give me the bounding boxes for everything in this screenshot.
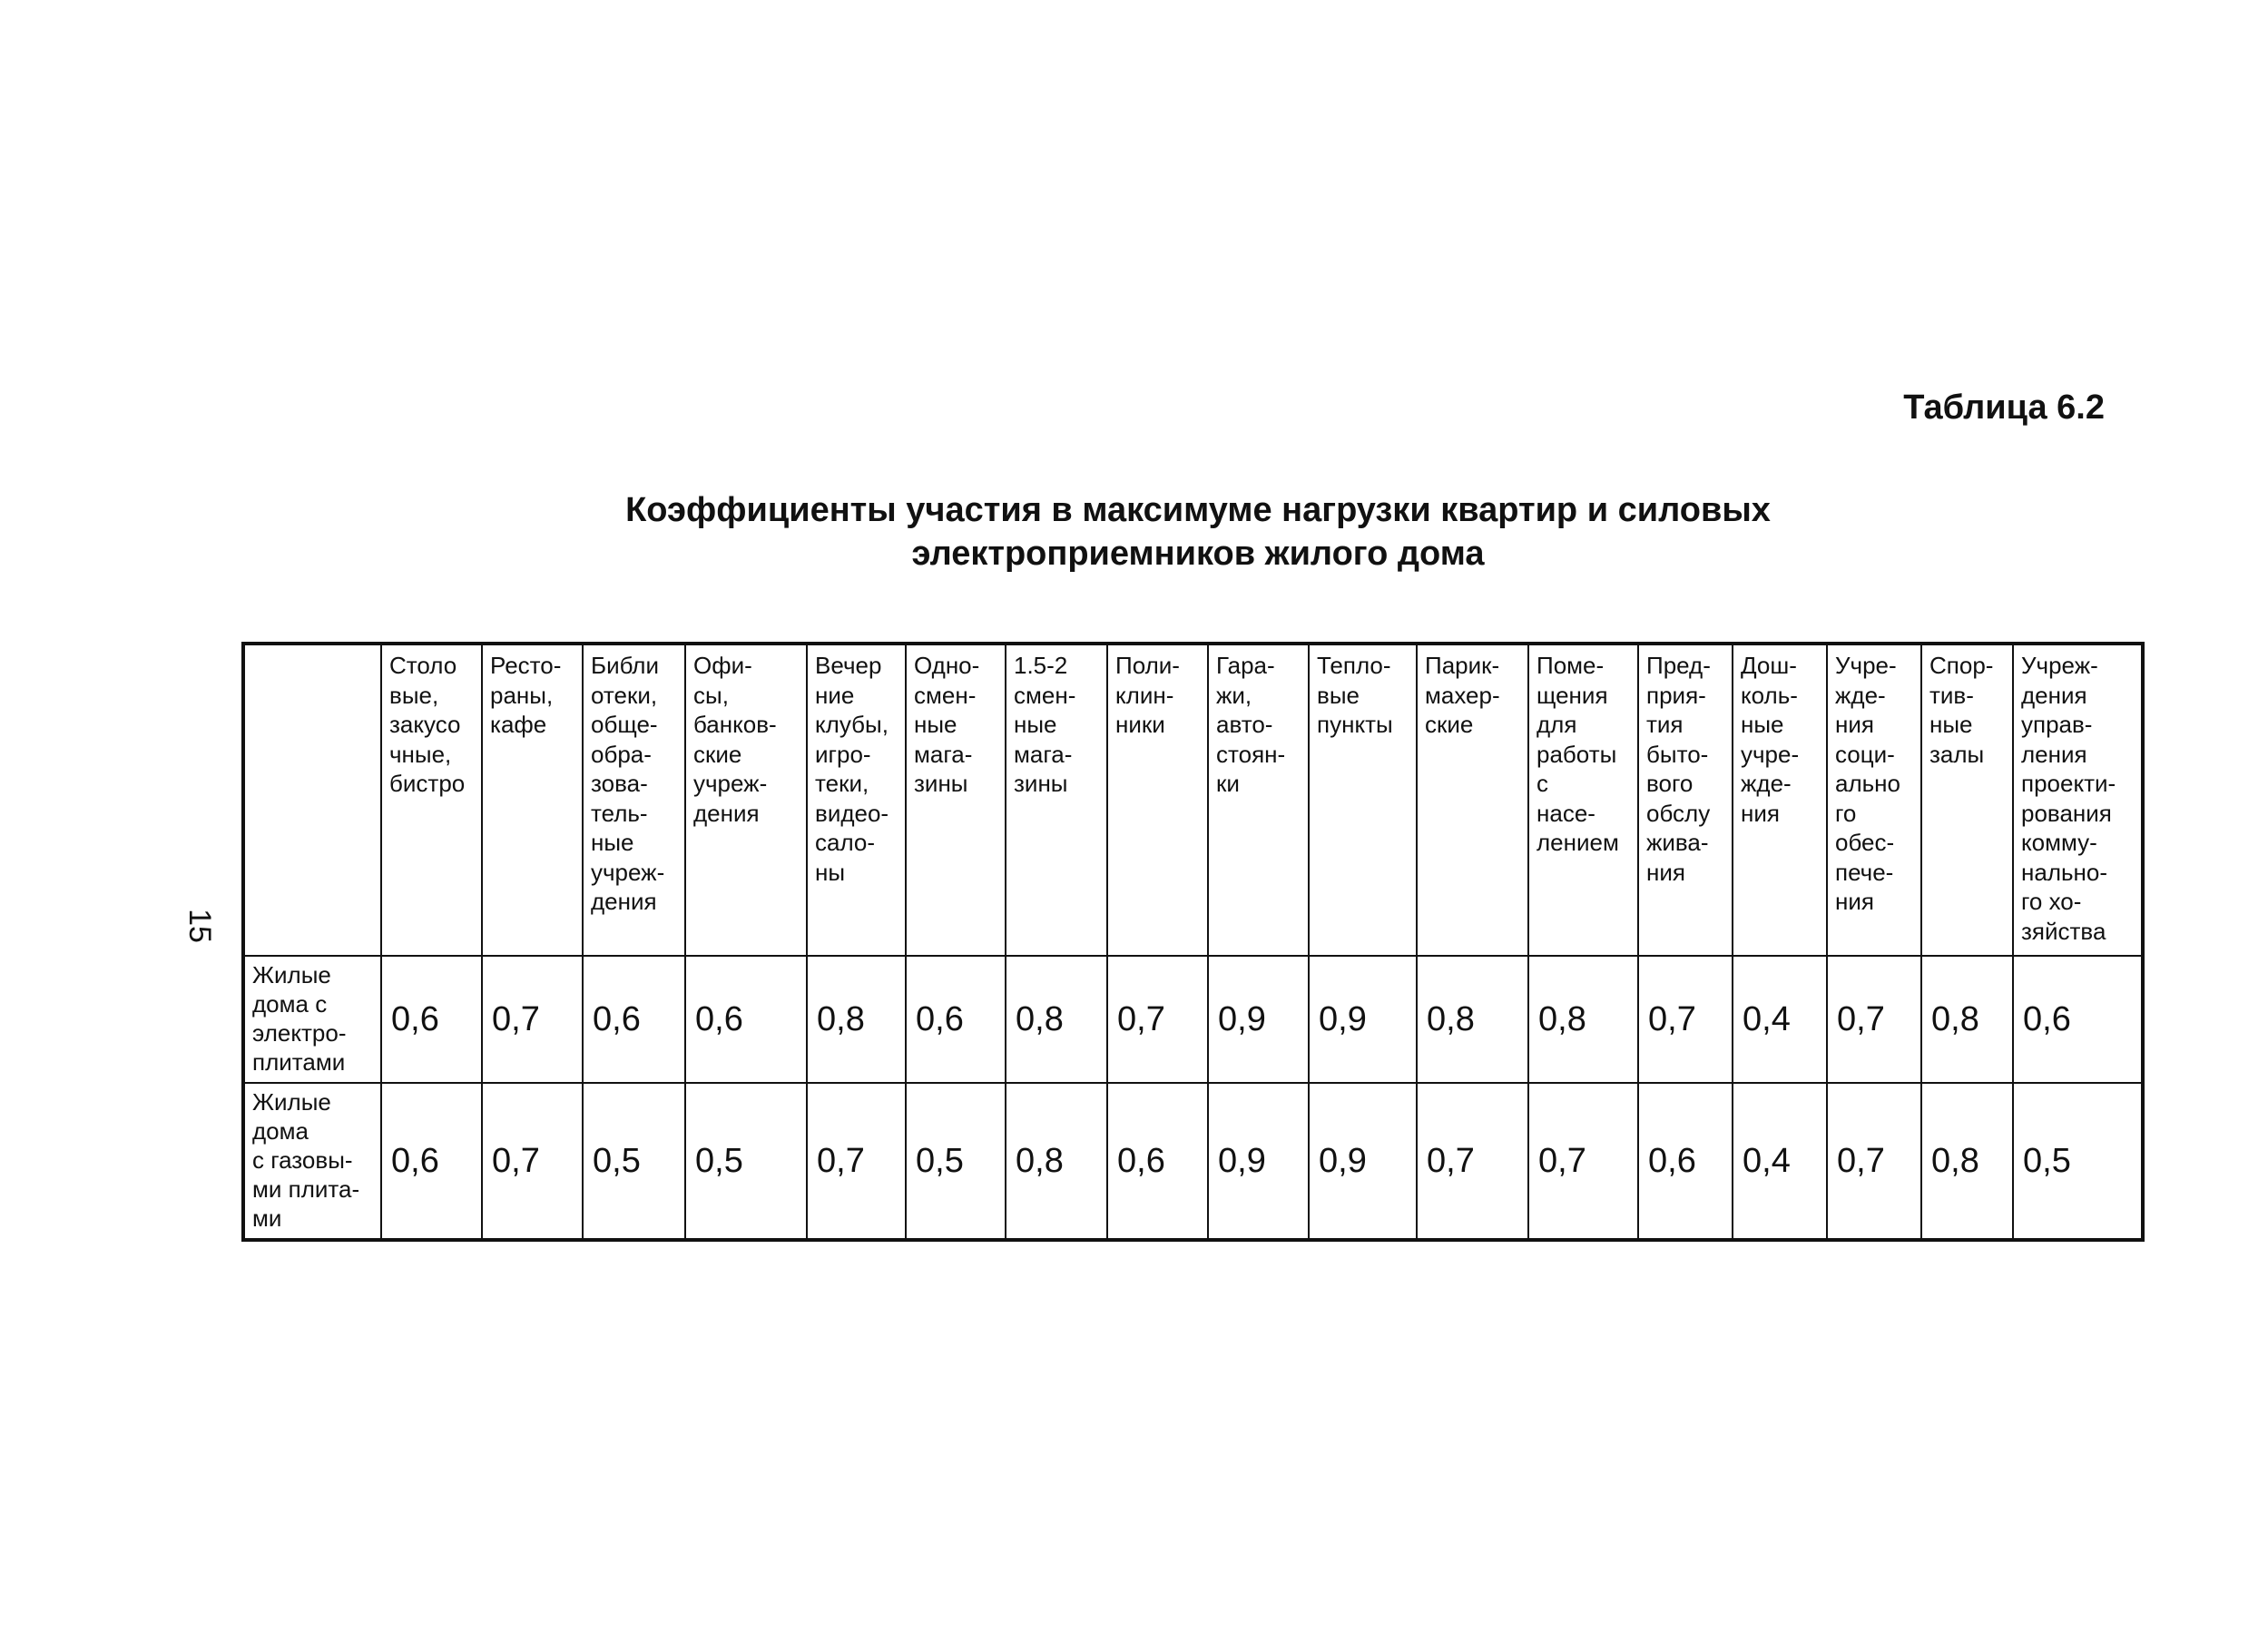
value-cell: 0,7 <box>807 1083 906 1240</box>
value-cell: 0,8 <box>1006 1083 1107 1240</box>
title-line-2: электроприемников жилого дома <box>911 535 1485 573</box>
value-cell: 0,5 <box>685 1083 807 1240</box>
value-cell: 0,7 <box>1528 1083 1638 1240</box>
value-cell: 0,7 <box>1638 956 1733 1083</box>
value-cell: 0,7 <box>482 956 583 1083</box>
column-header: Учре- жде- ния соци- ально го обес- пече- ния <box>1827 644 1921 956</box>
column-header: Библи отеки, обще- обра- зова- тель- ные учреж- дения <box>583 644 685 956</box>
column-header: Дош- коль- ные учре- жде- ния <box>1733 644 1827 956</box>
row-label: Жилые дома с электро- плитами <box>243 956 381 1083</box>
column-header: Поли- клин- ники <box>1107 644 1208 956</box>
value-cell: 0,7 <box>1827 956 1921 1083</box>
value-cell: 0,4 <box>1733 956 1827 1083</box>
table-row <box>243 956 2143 1083</box>
value-cell: 0,6 <box>2013 956 2143 1083</box>
column-header: Столо вые, закусо чные, бистро <box>381 644 482 956</box>
value-cell: 0,7 <box>482 1083 583 1240</box>
document-title <box>508 488 1888 575</box>
value-cell: 0,9 <box>1208 956 1309 1083</box>
value-cell: 0,8 <box>1921 956 2013 1083</box>
column-header: Тепло- вые пункты <box>1309 644 1417 956</box>
value-cell: 0,9 <box>1309 1083 1417 1240</box>
value-cell: 0,7 <box>1417 1083 1528 1240</box>
header-row <box>243 644 2143 956</box>
value-cell: 0,5 <box>2013 1083 2143 1240</box>
column-header: Ресто- раны, кафе <box>482 644 583 956</box>
corner-cell <box>243 644 381 956</box>
column-header: Одно- смен- ные мага- зины <box>906 644 1006 956</box>
column-header: Учреж- дения управ- ления проекти- рования комму- нально- го хо- зяйства <box>2013 644 2143 956</box>
value-cell: 0,4 <box>1733 1083 1827 1240</box>
column-header: Парик- махер- ские <box>1417 644 1528 956</box>
row-label: Жилые дома с газовы- ми плита- ми <box>243 1083 381 1240</box>
column-header: 1.5-2 смен- ные мага- зины <box>1006 644 1107 956</box>
column-header: Поме- щения для работы с насе- лением <box>1528 644 1638 956</box>
value-cell: 0,5 <box>906 1083 1006 1240</box>
value-cell: 0,8 <box>1417 956 1528 1083</box>
value-cell: 0,6 <box>906 956 1006 1083</box>
value-cell: 0,8 <box>1528 956 1638 1083</box>
column-header: Спор- тив- ные залы <box>1921 644 2013 956</box>
value-cell: 0,5 <box>583 1083 685 1240</box>
value-cell: 0,6 <box>685 956 807 1083</box>
column-header: Вечер ние клубы, игро- теки, видео- сало- ны <box>807 644 906 956</box>
value-cell: 0,6 <box>381 956 482 1083</box>
value-cell: 0,8 <box>1921 1083 2013 1240</box>
value-cell: 0,6 <box>381 1083 482 1240</box>
table-label: Таблица 6.2 <box>1903 388 2105 427</box>
value-cell: 0,7 <box>1107 956 1208 1083</box>
value-cell: 0,7 <box>1827 1083 1921 1240</box>
page-number: 15 <box>182 909 217 943</box>
title-line-1: Коэффициенты участия в максимуме нагрузки квартир и силовых <box>625 491 1771 529</box>
value-cell: 0,9 <box>1208 1083 1309 1240</box>
value-cell: 0,8 <box>807 956 906 1083</box>
value-cell: 0,6 <box>1107 1083 1208 1240</box>
value-cell: 0,8 <box>1006 956 1107 1083</box>
column-header: Офи- сы, банков- ские учреж- дения <box>685 644 807 956</box>
value-cell: 0,9 <box>1309 956 1417 1083</box>
coefficients-table <box>241 642 2145 1242</box>
value-cell: 0,6 <box>1638 1083 1733 1240</box>
column-header: Гара- жи, авто- стоян- ки <box>1208 644 1309 956</box>
value-cell: 0,6 <box>583 956 685 1083</box>
table-row <box>243 1083 2143 1240</box>
column-header: Пред- прия- тия быто- вого обслу жива- ния <box>1638 644 1733 956</box>
